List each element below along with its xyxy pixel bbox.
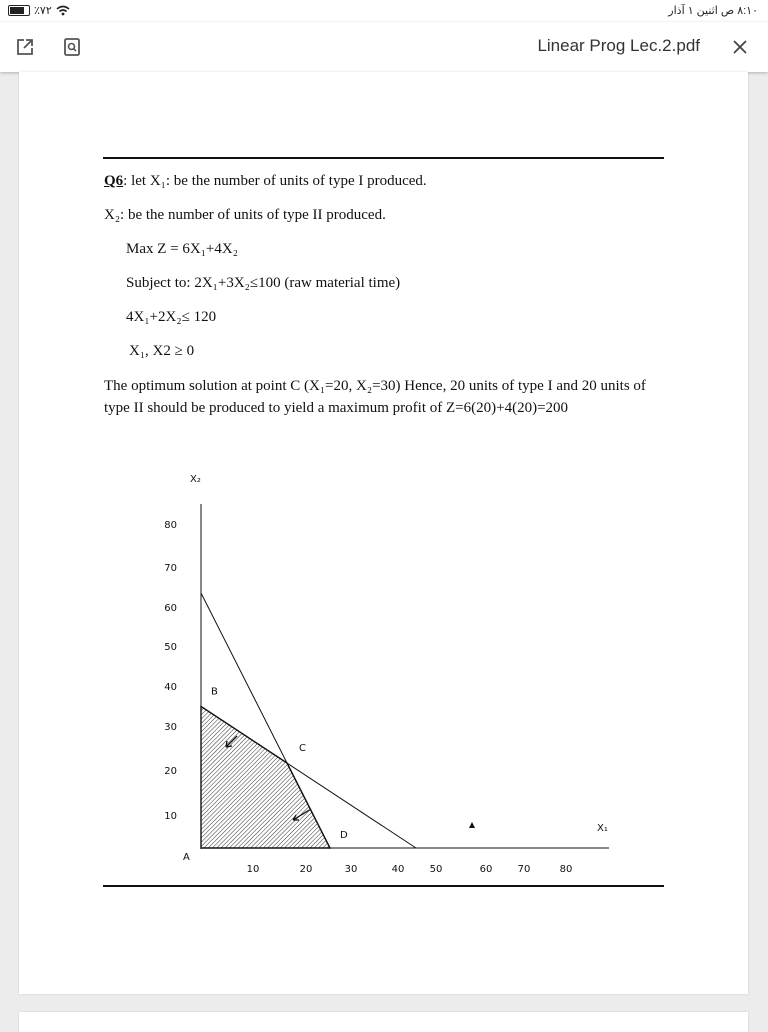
x-tick-label: 40 (391, 864, 405, 875)
point-label-d: D (340, 830, 348, 841)
bottom-rule (103, 885, 664, 887)
y-tick-label: 60 (164, 603, 177, 614)
line-x2: X₂: be the number of units of type II produced. (104, 207, 386, 223)
constraint-1: Subject to: 2X₁+3X₂≤100 (raw material time) (126, 275, 401, 291)
wifi-icon (56, 5, 70, 16)
x-tick-label: 70 (517, 864, 531, 875)
status-datetime: ٨:١٠ ص اثنين ١ آذار (668, 5, 758, 17)
y-tick-label: 40 (164, 682, 177, 693)
close-icon[interactable] (728, 35, 752, 59)
conclusion-paragraph: The optimum solution at point C (X₁=20, X₂=30) Hence, 20 units of type I and 20 units of type II should be produced to yield a maximum profit of Z=6(20)+4(20)=200 (104, 378, 646, 416)
open-external-icon[interactable] (13, 35, 37, 59)
x-tick-label: 80 (559, 864, 573, 875)
y-tick-label: 10 (164, 811, 177, 822)
x-tick-label: 10 (246, 864, 260, 875)
lp-graph (19, 464, 748, 884)
objective-function: Max Z = 6X₁+4X₂ (126, 241, 238, 257)
status-bar (0, 0, 768, 22)
y-tick-label: 70 (164, 563, 177, 574)
status-left (8, 4, 70, 17)
y-axis-label: X₂ (190, 474, 201, 485)
battery-icon (8, 5, 30, 16)
nonnegativity: X₁, X2 ≥ 0 (129, 343, 195, 359)
question-line (104, 173, 427, 190)
constraint-2: 4X₁+2X₂≤ 120 (126, 309, 217, 325)
document-title: Linear Prog Lec.2.pdf (537, 36, 700, 55)
y-tick-label: 30 (164, 722, 177, 733)
point-label-b: B (211, 686, 218, 698)
pdf-toolbar (0, 22, 768, 72)
pdf-page[interactable] (19, 72, 748, 994)
point-label-c: C (299, 743, 306, 754)
x-tick-label: 30 (344, 864, 358, 875)
line-x1: : let X₁: be the number of units of type I produced. (123, 173, 427, 189)
y-tick-label: 20 (164, 766, 177, 777)
triangle-marker (469, 822, 475, 828)
feasible-region (201, 706, 330, 848)
point-label-a: A (183, 852, 190, 863)
x-axis-label: X₁ (597, 823, 608, 834)
top-rule (103, 157, 664, 159)
next-page (19, 1012, 748, 1032)
x-tick-label: 50 (429, 864, 443, 875)
y-tick-label: 80 (164, 520, 177, 531)
search-doc-icon[interactable] (60, 35, 84, 59)
x-tick-label: 20 (299, 864, 313, 875)
x-tick-label: 60 (479, 864, 493, 875)
battery-level: ٪٧٢ (34, 5, 52, 17)
y-tick-label: 50 (164, 642, 177, 653)
question-label: Q6 (104, 173, 124, 189)
